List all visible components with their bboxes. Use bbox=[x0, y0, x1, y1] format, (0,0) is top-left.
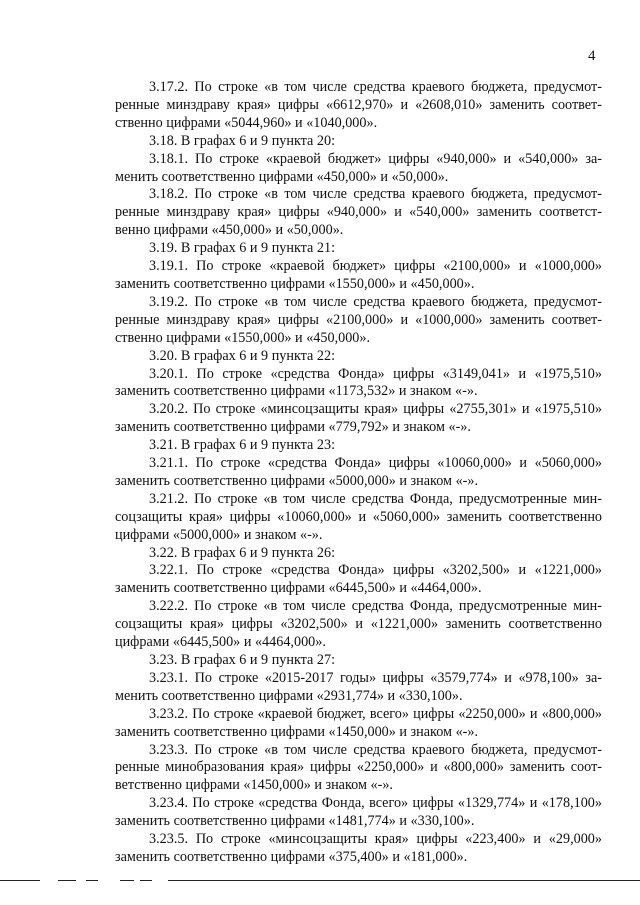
paragraph-3-20-1: 3.20.1. По строке «средства Фонда» цифры «3149,041» и «1975,510» заменить соответственно цифрами «1173,532» и знаком «-». bbox=[115, 365, 602, 400]
paragraph-3-23-4: 3.23.4. По строке «средства Фонда, всего» цифры «1329,774» и «178,100» заменить соответственно цифрами «1481,774» и «330,100». bbox=[115, 795, 602, 830]
footer-rule-segment bbox=[58, 880, 76, 881]
footer-rule-segment bbox=[120, 880, 134, 881]
paragraph-3-19-1: 3.19.1. По строке «краевой бюджет» цифры «2100,000» и «1000,000» заменить соответственно цифрами «1550,000» и «450,000». bbox=[115, 258, 602, 292]
paragraph-3-21: 3.21. В графах 6 и 9 пункта 23: bbox=[149, 437, 336, 454]
paragraph-3-18-1: 3.18.1. По строке «краевой бюджет» цифры «940,000» и «540,000» заменить соответственно цифрами «450,000» и «50,000». bbox=[115, 150, 602, 185]
paragraph-3-23-3: 3.23.3. По строке «в том числе средства краевого бюджета, предусмотренные минобразования края» цифры «2250,000» и «800,000» заменить соответственно цифрами «1450,000» и знаком «-». bbox=[115, 741, 602, 794]
paragraph-3-21-2: 3.21.2. По строке «в том числе средства Фонда, предусмотренные минсоцзащиты края» цифры «10060,000» и «5060,000» заменить соответственно цифрами «5000,000» и знаком «-». bbox=[115, 490, 602, 543]
footer-rule-segment bbox=[140, 880, 152, 881]
paragraph-3-19: 3.19. В графах 6 и 9 пункта 21: bbox=[149, 240, 336, 257]
paragraph-3-20: 3.20. В графах 6 и 9 пункта 22: bbox=[149, 347, 336, 364]
paragraph-3-23: 3.23. В графах 6 и 9 пункта 27: bbox=[149, 652, 336, 668]
paragraph-3-22-1: 3.22.1. По строке «средства Фонда» цифры «3202,500» и «1221,000» заменить соответственно цифрами «6445,500» и «4464,000». bbox=[115, 562, 602, 597]
page-number: 4 bbox=[588, 48, 596, 64]
paragraph-3-22-2: 3.22.2. По строке «в том числе средства Фонда, предусмотренные минсоцзащиты края» цифры «3202,500» и «1221,000» заменить соответственно цифрами «6445,500» и «4464,000». bbox=[115, 598, 602, 651]
paragraph-3-18-2: 3.18.2. По строке «в том числе средства краевого бюджета, предусмотренные минздраву края» цифры «940,000» и «540,000» заменить соответственно цифрами «450,000» и «50,000». bbox=[115, 186, 602, 239]
footer-rule-segment bbox=[168, 880, 640, 881]
paragraph-3-21-1: 3.21.1. По строке «средства Фонда» цифры «10060,000» и «5060,000» заменить соответственно цифрами «5000,000» и знаком «-». bbox=[115, 455, 602, 489]
document-body bbox=[115, 79, 602, 867]
paragraph-3-20-2: 3.20.2. По строке «минсоцзащиты края» цифры «2755,301» и «1975,510» заменить соответственно цифрами «779,792» и знаком «-». bbox=[115, 401, 602, 436]
paragraph-3-17-2: 3.17.2. По строке «в том числе средства краевого бюджета, предусмотренные минздраву края» цифры «6612,970» и «2608,010» заменить соответственно цифрами «5044,960» и «1040,000». bbox=[115, 79, 602, 131]
paragraph-3-23-2: 3.23.2. По строке «краевой бюджет, всего» цифры «2250,000» и «800,000» заменить соответственно цифрами «1450,000» и знаком «-». bbox=[115, 705, 602, 740]
paragraph-3-23-1: 3.23.1. По строке «2015-2017 годы» цифры «3579,774» и «978,100» заменить соответственно цифрами «2931,774» и «330,100». bbox=[115, 669, 602, 704]
paragraph-3-18: 3.18. В графах 6 и 9 пункта 20: bbox=[149, 132, 336, 149]
paragraph-3-23-5: 3.23.5. По строке «минсоцзащиты края» цифры «223,400» и «29,000» заменить соответственно цифрами «375,400» и «181,000». bbox=[115, 831, 602, 865]
footer-rule-segment bbox=[86, 880, 98, 881]
footer-rule-segment bbox=[0, 880, 40, 881]
paragraph-3-22: 3.22. В графах 6 и 9 пункта 26: bbox=[149, 544, 336, 561]
paragraph-3-19-2: 3.19.2. По строке «в том числе средства краевого бюджета, предусмотренные минздраву края» цифры «2100,000» и «1000,000» заменить соответственно цифрами «1550,000» и «450,000». bbox=[115, 293, 602, 346]
